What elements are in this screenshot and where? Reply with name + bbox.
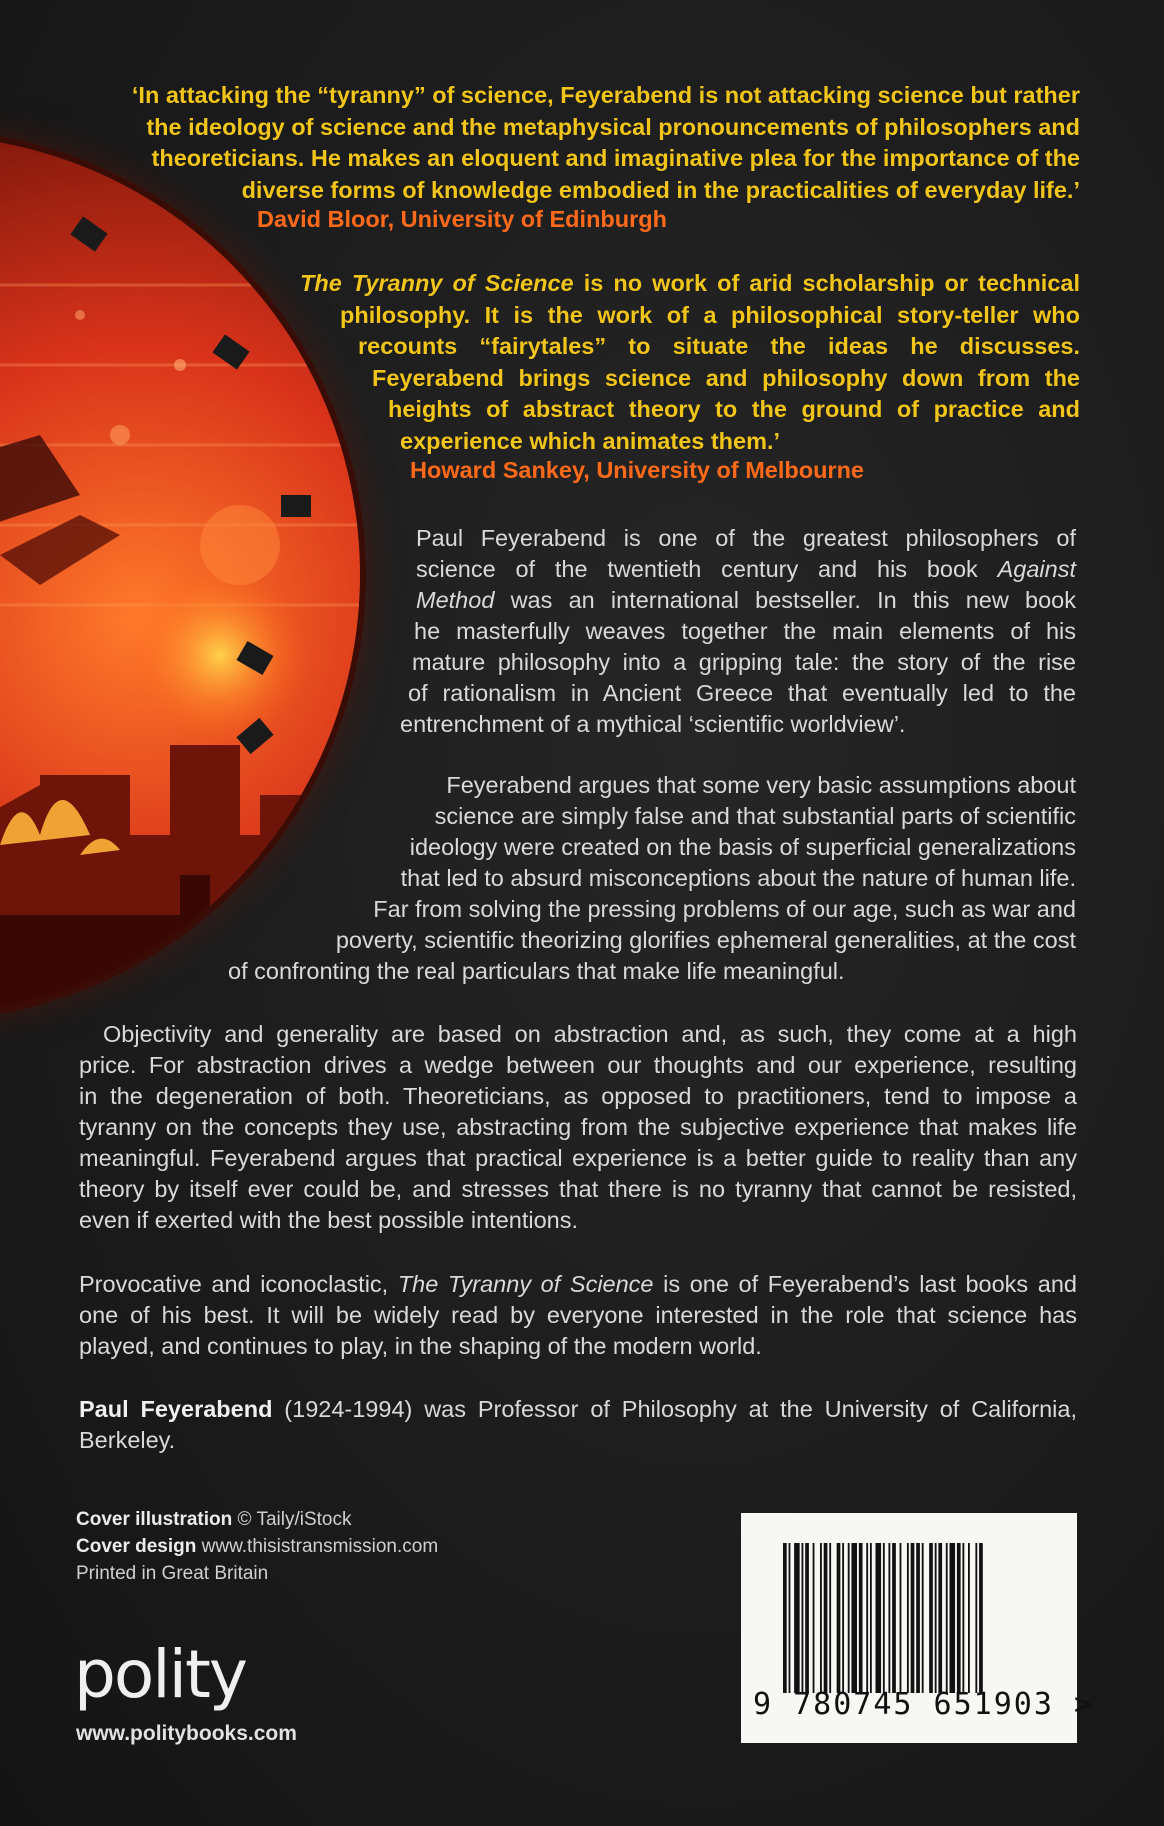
barcode-bar [962, 1543, 964, 1693]
barcode-bar [888, 1543, 890, 1693]
quote-line: recounts “fairytales” to situate the ideas he discusses. [358, 333, 1080, 359]
barcode-bar [938, 1543, 942, 1693]
text-span: (1924-1994) was Professor of Philosophy at the University of California, [272, 1396, 1077, 1422]
text-line: even if exerted with the best possible intentions. [79, 1207, 579, 1233]
credit-value: www.thisistransmission.com [196, 1536, 439, 1557]
barcode-bar [848, 1543, 850, 1693]
author-name: Paul Feyerabend [79, 1396, 273, 1422]
barcode-bar [883, 1543, 885, 1693]
credit-design [76, 1533, 438, 1560]
text-line: Berkeley. [79, 1427, 176, 1453]
text-span: is one of Feyerabend’s last books and [653, 1271, 1077, 1297]
barcode-bar [820, 1543, 822, 1693]
text-line: played, and continues to play, in the shaping of the modern world. [79, 1333, 762, 1359]
barcode-bar [929, 1543, 933, 1693]
text-line: price. For abstraction drives a wedge between our thoughts and our experience, resulting [79, 1052, 1077, 1078]
barcode-bar [842, 1543, 844, 1693]
credit-value: © Taily/iStock [232, 1509, 352, 1530]
barcode-bar [794, 1543, 800, 1693]
description-paragraph-2 [228, 770, 1076, 987]
review-quote-2 [300, 268, 1080, 457]
credit-label: Cover illustration [76, 1509, 233, 1530]
text-line: ideology were created on the basis of superficial generalizations [409, 834, 1076, 860]
publisher-logo: polity [74, 1636, 246, 1713]
barcode-bar [802, 1543, 804, 1693]
book-title: Against [997, 556, 1076, 582]
barcode-bar [851, 1543, 857, 1693]
description-paragraph-3 [79, 1019, 1077, 1236]
printed-in: Printed in Great Britain [76, 1563, 269, 1584]
credit-illustration [76, 1506, 438, 1533]
text-line: Feyerabend argues that some very basic assumptions about [446, 772, 1076, 798]
quote-line: heights of abstract theory to the ground of practice and [388, 396, 1080, 422]
book-title: The Tyranny of Science [300, 270, 574, 296]
text-line: that led to absurd misconceptions about the nature of human life. [400, 865, 1076, 891]
barcode-bar [950, 1543, 956, 1693]
isbn-number: 9 780745 651903 > [753, 1687, 1095, 1722]
barcode-bar [900, 1543, 902, 1693]
text-line: Objectivity and generality are based on abstraction and, as such, they come at a high [103, 1021, 1077, 1047]
barcode-bar [805, 1543, 809, 1693]
isbn-barcode [741, 1513, 1095, 1743]
text-line: theory by itself ever could be, and stresses that there is no tyranny that cannot be resisted, [79, 1176, 1077, 1202]
barcode-bar [911, 1543, 915, 1693]
cover-credits [76, 1506, 438, 1587]
barcode-bar [870, 1543, 872, 1693]
barcode-bars [783, 1543, 1035, 1693]
barcode-bar [783, 1543, 787, 1693]
barcode-bar [876, 1543, 882, 1693]
book-title: The Tyranny of Science [397, 1271, 654, 1297]
text-span: science of the twentieth century and his book [416, 556, 998, 582]
barcode-bar [922, 1543, 924, 1693]
quote-line: ‘In attacking the “tyranny” of science, Feyerabend is not attacking science but rather [131, 82, 1080, 108]
text-line: science are simply false and that substantial parts of scientific [434, 803, 1076, 829]
barcode-bar [859, 1543, 863, 1693]
text-span: Provocative and iconoclastic, [79, 1271, 398, 1297]
barcode-bar [829, 1543, 831, 1693]
barcode-bar [979, 1543, 983, 1693]
text-line [79, 1394, 1077, 1425]
text-line [400, 585, 1076, 616]
description-paragraph-1 [400, 523, 1076, 740]
text-line: Far from solving the pressing problems of our age, such as war and [373, 896, 1076, 922]
text-line: of confronting the real particulars that make life meaningful. [228, 958, 845, 984]
text-line: he masterfully weaves together the main elements of his [414, 618, 1076, 644]
author-bio [79, 1394, 1077, 1456]
quote-line: diverse forms of knowledge embodied in the practicalities of everyday life.’ [241, 176, 1080, 203]
barcode-bar [866, 1543, 868, 1693]
barcode-bar [892, 1543, 896, 1693]
barcode-bar [946, 1543, 948, 1693]
barcode-bar [813, 1543, 815, 1693]
text-line: in the degeneration of both. Theoreticians, as opposed to practitioners, tend to impose a [79, 1083, 1077, 1109]
quote-line: theoreticians. He makes an eloquent and imaginative plea for the importance of the [151, 145, 1080, 171]
publisher-url: www.politybooks.com [76, 1722, 297, 1745]
text-line: one of his best. It will be widely read by everyone interested in the role that science has [79, 1302, 1077, 1328]
text-line: of rationalism in Ancient Greece that eventually led to the [408, 680, 1076, 706]
text-line [79, 1269, 1077, 1300]
review-quote-1 [70, 80, 1080, 206]
description-paragraph-4 [79, 1269, 1077, 1362]
text-line: entrenchment of a mythical ‘scientific worldview’. [400, 711, 906, 737]
barcode-bar [824, 1543, 828, 1693]
quote-2-attribution: Howard Sankey, University of Melbourne [410, 457, 865, 483]
barcode-bar [957, 1543, 961, 1693]
quote-line [300, 268, 1080, 300]
text-span: was an international bestseller. In this new book [494, 587, 1076, 613]
text-line [400, 554, 1076, 585]
barcode-bar [837, 1543, 841, 1693]
credit-label: Cover design [76, 1536, 197, 1557]
text-line: meaningful. Feyerabend argues that practical experience is a better guide to reality than any [79, 1145, 1077, 1171]
quote-line: philosophy. It is the work of a philosophical story-teller who [340, 301, 1080, 328]
barcode-bar [916, 1543, 920, 1693]
barcode-bar [789, 1543, 791, 1693]
text-line: poverty, scientific theorizing glorifies ephemeral generalities, at the cost [335, 927, 1076, 953]
text-line: mature philosophy into a gripping tale: the story of the rise [412, 649, 1076, 675]
text-line: tyranny on the concepts they use, abstracting from the subjective experience that makes life [79, 1114, 1077, 1140]
barcode-bar [975, 1543, 977, 1693]
barcode-bar [935, 1543, 937, 1693]
quote-1-attribution: David Bloor, University of Edinburgh [257, 206, 667, 232]
barcode-bar [968, 1543, 970, 1693]
barcode-bar [907, 1543, 909, 1693]
quote-line: Feyerabend brings science and philosophy down from the [372, 364, 1080, 391]
book-title: Method [416, 587, 495, 613]
text-line: Paul Feyerabend is one of the greatest philosophers of [416, 525, 1076, 551]
quote-line: experience which animates them.’ [400, 427, 781, 454]
quote-line-rest: is no work of arid scholarship or technical [573, 270, 1080, 296]
quote-line: the ideology of science and the metaphysical pronouncements of philosophers and [146, 113, 1080, 140]
